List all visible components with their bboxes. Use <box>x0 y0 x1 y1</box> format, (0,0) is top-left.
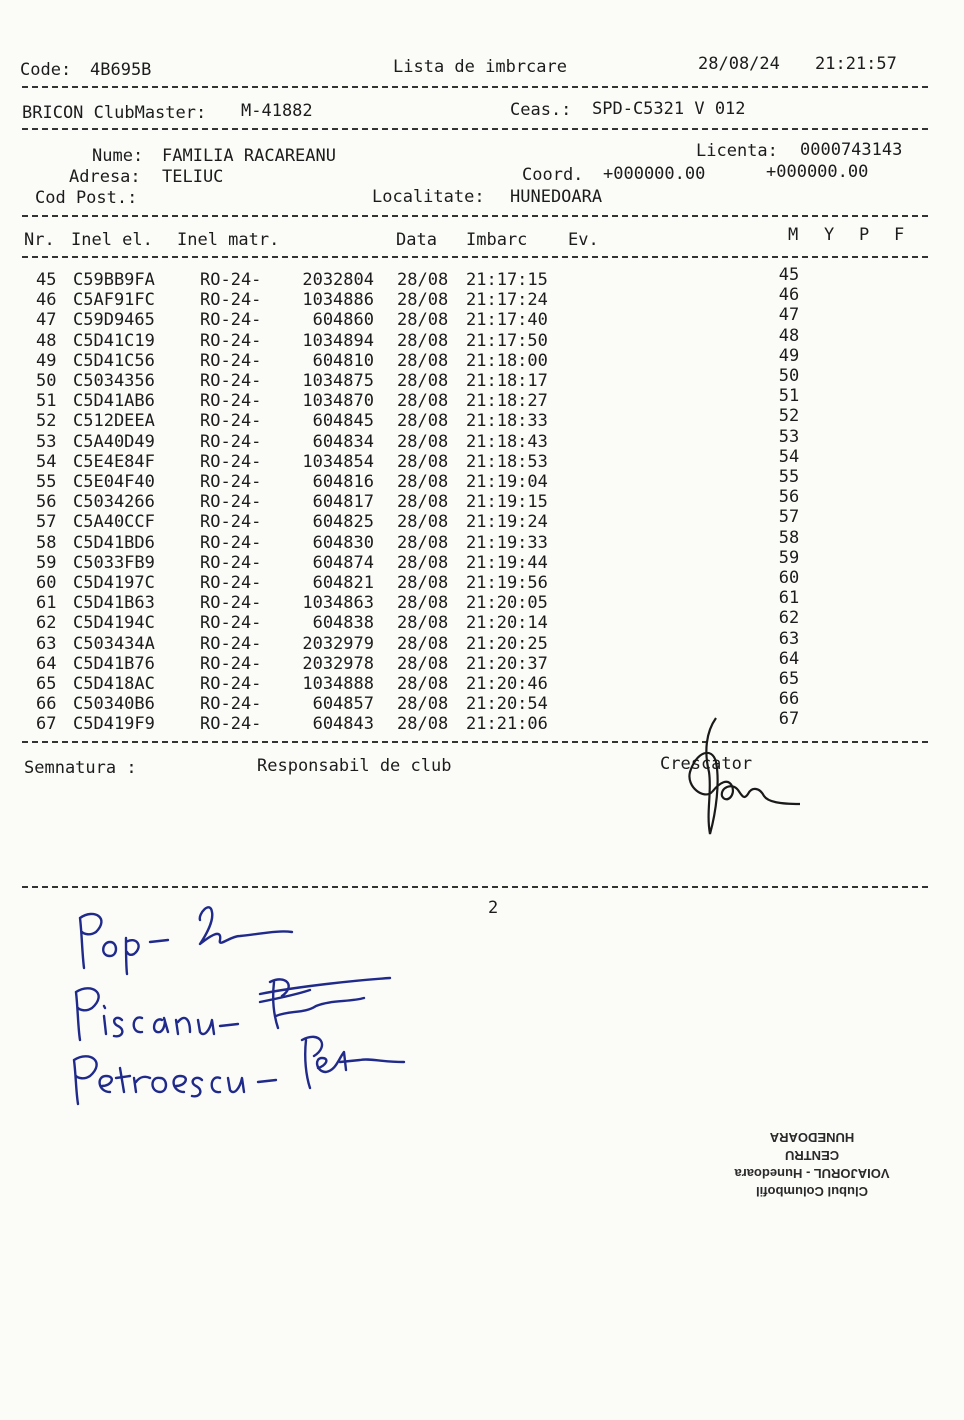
crescator-signature <box>676 712 806 842</box>
row-inel-el: C503434A <box>73 633 155 654</box>
row-ring-prefix: RO-24- <box>200 391 262 412</box>
row-time: 21:20:54 <box>466 694 548 715</box>
row-inel-el: C59D9465 <box>73 310 155 331</box>
row-inel-el: C5D4194C <box>73 613 155 634</box>
row-inel-el: C5033FB9 <box>73 552 155 573</box>
row-m-value: 61 <box>778 588 800 609</box>
row-ring-number: 604843 <box>312 714 374 735</box>
row-m-value: 64 <box>778 648 800 669</box>
row-time: 21:18:33 <box>466 411 548 432</box>
clubmaster-value: M-41882 <box>241 101 313 121</box>
row-time: 21:17:40 <box>466 310 548 331</box>
document-title: Lista de imbrcare <box>393 57 567 77</box>
row-nr: 60 <box>36 573 57 593</box>
row-ring-number: 604830 <box>312 532 374 553</box>
row-ring-prefix: RO-24- <box>200 472 262 492</box>
row-inel-el: C5D419F9 <box>73 714 155 735</box>
row-ring-prefix: RO-24- <box>200 552 262 573</box>
row-ring-number: 2032804 <box>302 270 374 290</box>
row-inel-el: C5034356 <box>73 371 155 391</box>
row-date: 28/08 <box>397 350 449 371</box>
row-ring-number: 604834 <box>312 431 374 452</box>
row-nr: 48 <box>36 330 57 351</box>
row-date: 28/08 <box>397 472 449 492</box>
row-ring-number: 1034863 <box>302 593 374 614</box>
row-nr: 53 <box>36 431 57 452</box>
row-ring-number: 1034875 <box>302 371 374 391</box>
row-time: 21:18:00 <box>466 350 548 371</box>
row-m-value: 65 <box>778 669 800 689</box>
row-inel-el: C5D4197C <box>73 573 155 593</box>
row-inel-el: C5D418AC <box>73 674 155 694</box>
row-inel-el: C5E4E84F <box>73 451 155 472</box>
row-ring-prefix: RO-24- <box>200 653 262 674</box>
row-ring-prefix: RO-24- <box>200 350 262 371</box>
row-nr: 57 <box>36 512 57 533</box>
row-date: 28/08 <box>397 653 449 674</box>
row-nr: 63 <box>36 633 57 654</box>
row-ring-number: 604845 <box>312 411 374 432</box>
row-time: 21:19:33 <box>466 532 548 553</box>
col-m: M <box>788 225 799 245</box>
row-nr: 56 <box>36 492 57 513</box>
row-nr: 62 <box>36 613 57 634</box>
row-inel-el: C5D41AB6 <box>73 391 155 412</box>
row-date: 28/08 <box>397 633 449 654</box>
row-nr: 61 <box>36 593 57 614</box>
row-ring-number: 604857 <box>312 694 374 715</box>
row-date: 28/08 <box>397 391 449 412</box>
row-inel-el: C5D41C19 <box>73 330 155 351</box>
row-date: 28/08 <box>397 330 449 351</box>
row-time: 21:19:15 <box>466 492 548 513</box>
adresa-value: TELIUC <box>162 167 224 187</box>
row-ring-number: 604810 <box>312 350 374 371</box>
row-m-value: 51 <box>778 386 800 407</box>
row-inel-el: C5D41B63 <box>73 593 155 614</box>
row-m-value: 50 <box>778 366 800 386</box>
row-date: 28/08 <box>397 714 449 735</box>
row-ring-number: 604816 <box>312 472 374 492</box>
row-date: 28/08 <box>397 492 449 513</box>
licenta-label: Licenta: <box>696 141 778 161</box>
row-ring-prefix: RO-24- <box>200 714 262 735</box>
row-date: 28/08 <box>397 290 449 311</box>
row-date: 28/08 <box>397 431 449 452</box>
row-ring-prefix: RO-24- <box>200 330 262 351</box>
row-date: 28/08 <box>397 310 449 331</box>
row-time: 21:18:43 <box>466 431 548 452</box>
nume-label: Nume: <box>92 146 144 166</box>
row-date: 28/08 <box>397 371 449 391</box>
semnatura-label: Semnatura : <box>24 758 137 778</box>
row-time: 21:21:06 <box>466 714 548 735</box>
header-date: 28/08/24 <box>698 54 780 74</box>
row-time: 21:20:46 <box>466 674 548 694</box>
row-time: 21:18:53 <box>466 451 548 472</box>
row-inel-el: C5E04F40 <box>73 472 155 492</box>
row-ring-prefix: RO-24- <box>200 270 262 290</box>
row-m-value: 66 <box>778 689 800 710</box>
row-ring-number: 1034870 <box>302 391 374 412</box>
row-ring-number: 2032979 <box>302 633 374 654</box>
row-nr: 47 <box>36 310 57 331</box>
col-nr: Nr. <box>24 230 55 250</box>
col-inel-matr: Inel matr. <box>177 230 280 250</box>
row-ring-number: 2032978 <box>302 653 374 674</box>
row-time: 21:20:14 <box>466 613 548 634</box>
col-inel-el: Inel el. <box>71 230 153 250</box>
row-date: 28/08 <box>397 411 449 432</box>
row-inel-el: C5034266 <box>73 492 155 513</box>
row-date: 28/08 <box>397 552 449 573</box>
row-ring-prefix: RO-24- <box>200 613 262 634</box>
row-inel-el: C5A40CCF <box>73 512 155 533</box>
coord-label: Coord. <box>522 165 584 185</box>
row-ring-number: 1034888 <box>302 674 374 694</box>
row-m-value: 60 <box>778 568 800 588</box>
code-label: Code: <box>20 60 72 80</box>
row-ring-number: 604860 <box>312 310 374 331</box>
ceas-value: SPD-C5321 V 012 <box>592 99 746 119</box>
club-stamp <box>712 1128 912 1200</box>
row-ring-number: 604825 <box>312 512 374 533</box>
col-f: F <box>894 225 905 245</box>
row-ring-number: 604838 <box>312 613 374 634</box>
col-p: P <box>859 225 870 245</box>
row-inel-el: C5D41C56 <box>73 350 155 371</box>
responsabil-label: Responsabil de club <box>257 756 452 776</box>
row-ring-prefix: RO-24- <box>200 411 262 432</box>
row-time: 21:18:27 <box>466 391 548 412</box>
code-value: 4B695B <box>90 60 152 80</box>
row-time: 21:17:15 <box>466 270 548 290</box>
row-inel-el: C5D41BD6 <box>73 532 155 553</box>
row-ring-number: 604817 <box>312 492 374 513</box>
row-date: 28/08 <box>397 674 449 694</box>
row-m-value: 46 <box>778 285 800 306</box>
row-m-value: 59 <box>778 547 800 568</box>
col-data: Data <box>396 230 437 250</box>
row-nr: 49 <box>36 350 57 371</box>
row-time: 21:19:56 <box>466 573 548 593</box>
row-time: 21:20:25 <box>466 633 548 654</box>
header-time: 21:21:57 <box>815 54 897 74</box>
row-date: 28/08 <box>397 512 449 533</box>
row-ring-prefix: RO-24- <box>200 512 262 533</box>
row-inel-el: C5AF91FC <box>73 290 155 311</box>
row-m-value: 49 <box>778 345 800 366</box>
row-nr: 66 <box>36 694 57 715</box>
row-date: 28/08 <box>397 694 449 715</box>
row-nr: 65 <box>36 674 57 694</box>
divider <box>22 256 928 258</box>
row-time: 21:19:44 <box>466 552 548 573</box>
row-ring-number: 1034886 <box>302 290 374 311</box>
row-nr: 59 <box>36 552 57 573</box>
row-time: 21:18:17 <box>466 371 548 391</box>
row-inel-el: C59BB9FA <box>73 270 155 290</box>
row-ring-prefix: RO-24- <box>200 451 262 472</box>
adresa-label: Adresa: <box>69 167 141 187</box>
col-imbarc: Imbarc <box>466 230 528 250</box>
row-ring-prefix: RO-24- <box>200 371 262 391</box>
row-nr: 50 <box>36 371 57 391</box>
row-m-value: 48 <box>778 325 800 346</box>
row-ring-prefix: RO-24- <box>200 310 262 331</box>
row-time: 21:20:05 <box>466 593 548 614</box>
stamp-line: VOIAJORUL - Hunedoara <box>734 1166 890 1181</box>
row-ring-prefix: RO-24- <box>200 573 262 593</box>
row-ring-prefix: RO-24- <box>200 532 262 553</box>
row-nr: 64 <box>36 653 57 674</box>
row-ring-prefix: RO-24- <box>200 674 262 694</box>
clubmaster-label: BRICON ClubMaster: <box>22 103 207 123</box>
row-ring-number: 604821 <box>312 573 374 593</box>
row-ring-number: 1034894 <box>302 330 374 351</box>
row-m-value: 58 <box>778 527 800 548</box>
row-ring-prefix: RO-24- <box>200 492 262 513</box>
row-ring-prefix: RO-24- <box>200 633 262 654</box>
localitate-label: Localitate: <box>372 187 485 207</box>
row-m-value: 63 <box>778 628 800 649</box>
page-number: 2 <box>488 898 499 918</box>
handwritten-names <box>60 890 420 1110</box>
stamp-line: Clubul Columbofil <box>756 1184 868 1199</box>
divider <box>22 215 928 217</box>
divider <box>22 86 928 88</box>
row-nr: 54 <box>36 451 57 472</box>
row-ring-number: 1034854 <box>302 451 374 472</box>
row-m-value: 56 <box>778 487 800 508</box>
row-m-value: 54 <box>778 446 800 467</box>
row-ring-prefix: RO-24- <box>200 593 262 614</box>
row-nr: 52 <box>36 411 57 432</box>
row-time: 21:19:24 <box>466 512 548 533</box>
row-date: 28/08 <box>397 613 449 634</box>
row-nr: 46 <box>36 290 57 311</box>
row-ring-prefix: RO-24- <box>200 290 262 311</box>
row-m-value: 53 <box>778 426 800 447</box>
row-ring-prefix: RO-24- <box>200 694 262 715</box>
row-nr: 45 <box>36 270 57 290</box>
row-inel-el: C50340B6 <box>73 694 155 715</box>
row-m-value: 62 <box>778 608 800 629</box>
row-nr: 51 <box>36 391 57 412</box>
row-m-value: 67 <box>778 709 800 730</box>
col-y: Y <box>824 225 835 245</box>
row-m-value: 45 <box>778 265 800 285</box>
divider <box>22 128 928 130</box>
row-ring-prefix: RO-24- <box>200 431 262 452</box>
row-time: 21:19:04 <box>466 472 548 492</box>
row-m-value: 47 <box>778 305 800 326</box>
crescator-label: Crescator <box>660 754 753 774</box>
row-time: 21:17:24 <box>466 290 548 311</box>
localitate-value: HUNEDOARA <box>510 187 603 207</box>
row-inel-el: C5A40D49 <box>73 431 155 452</box>
row-date: 28/08 <box>397 270 449 290</box>
row-nr: 58 <box>36 532 57 553</box>
row-date: 28/08 <box>397 451 449 472</box>
col-ev: Ev. <box>568 230 599 250</box>
row-nr: 55 <box>36 472 57 492</box>
coord-x: +000000.00 <box>603 164 706 184</box>
row-m-value: 57 <box>778 507 800 528</box>
codpost-label: Cod Post.: <box>35 188 138 208</box>
row-nr: 67 <box>36 714 57 735</box>
row-date: 28/08 <box>397 573 449 593</box>
nume-value: FAMILIA RACAREANU <box>162 146 336 166</box>
stamp-line: CENTRU <box>784 1148 840 1163</box>
row-date: 28/08 <box>397 532 449 553</box>
row-inel-el: C512DEEA <box>73 411 155 432</box>
licenta-value: 0000743143 <box>800 140 903 160</box>
row-ring-number: 604874 <box>312 552 374 573</box>
stamp-line: HUNEDOARA <box>769 1130 855 1145</box>
row-m-value: 55 <box>778 467 800 487</box>
row-time: 21:20:37 <box>466 653 548 674</box>
row-time: 21:17:50 <box>466 330 548 351</box>
divider <box>22 886 928 888</box>
ceas-label: Ceas.: <box>510 100 572 120</box>
row-m-value: 52 <box>778 406 800 427</box>
row-date: 28/08 <box>397 593 449 614</box>
coord-y: +000000.00 <box>766 162 869 182</box>
row-inel-el: C5D41B76 <box>73 653 155 674</box>
